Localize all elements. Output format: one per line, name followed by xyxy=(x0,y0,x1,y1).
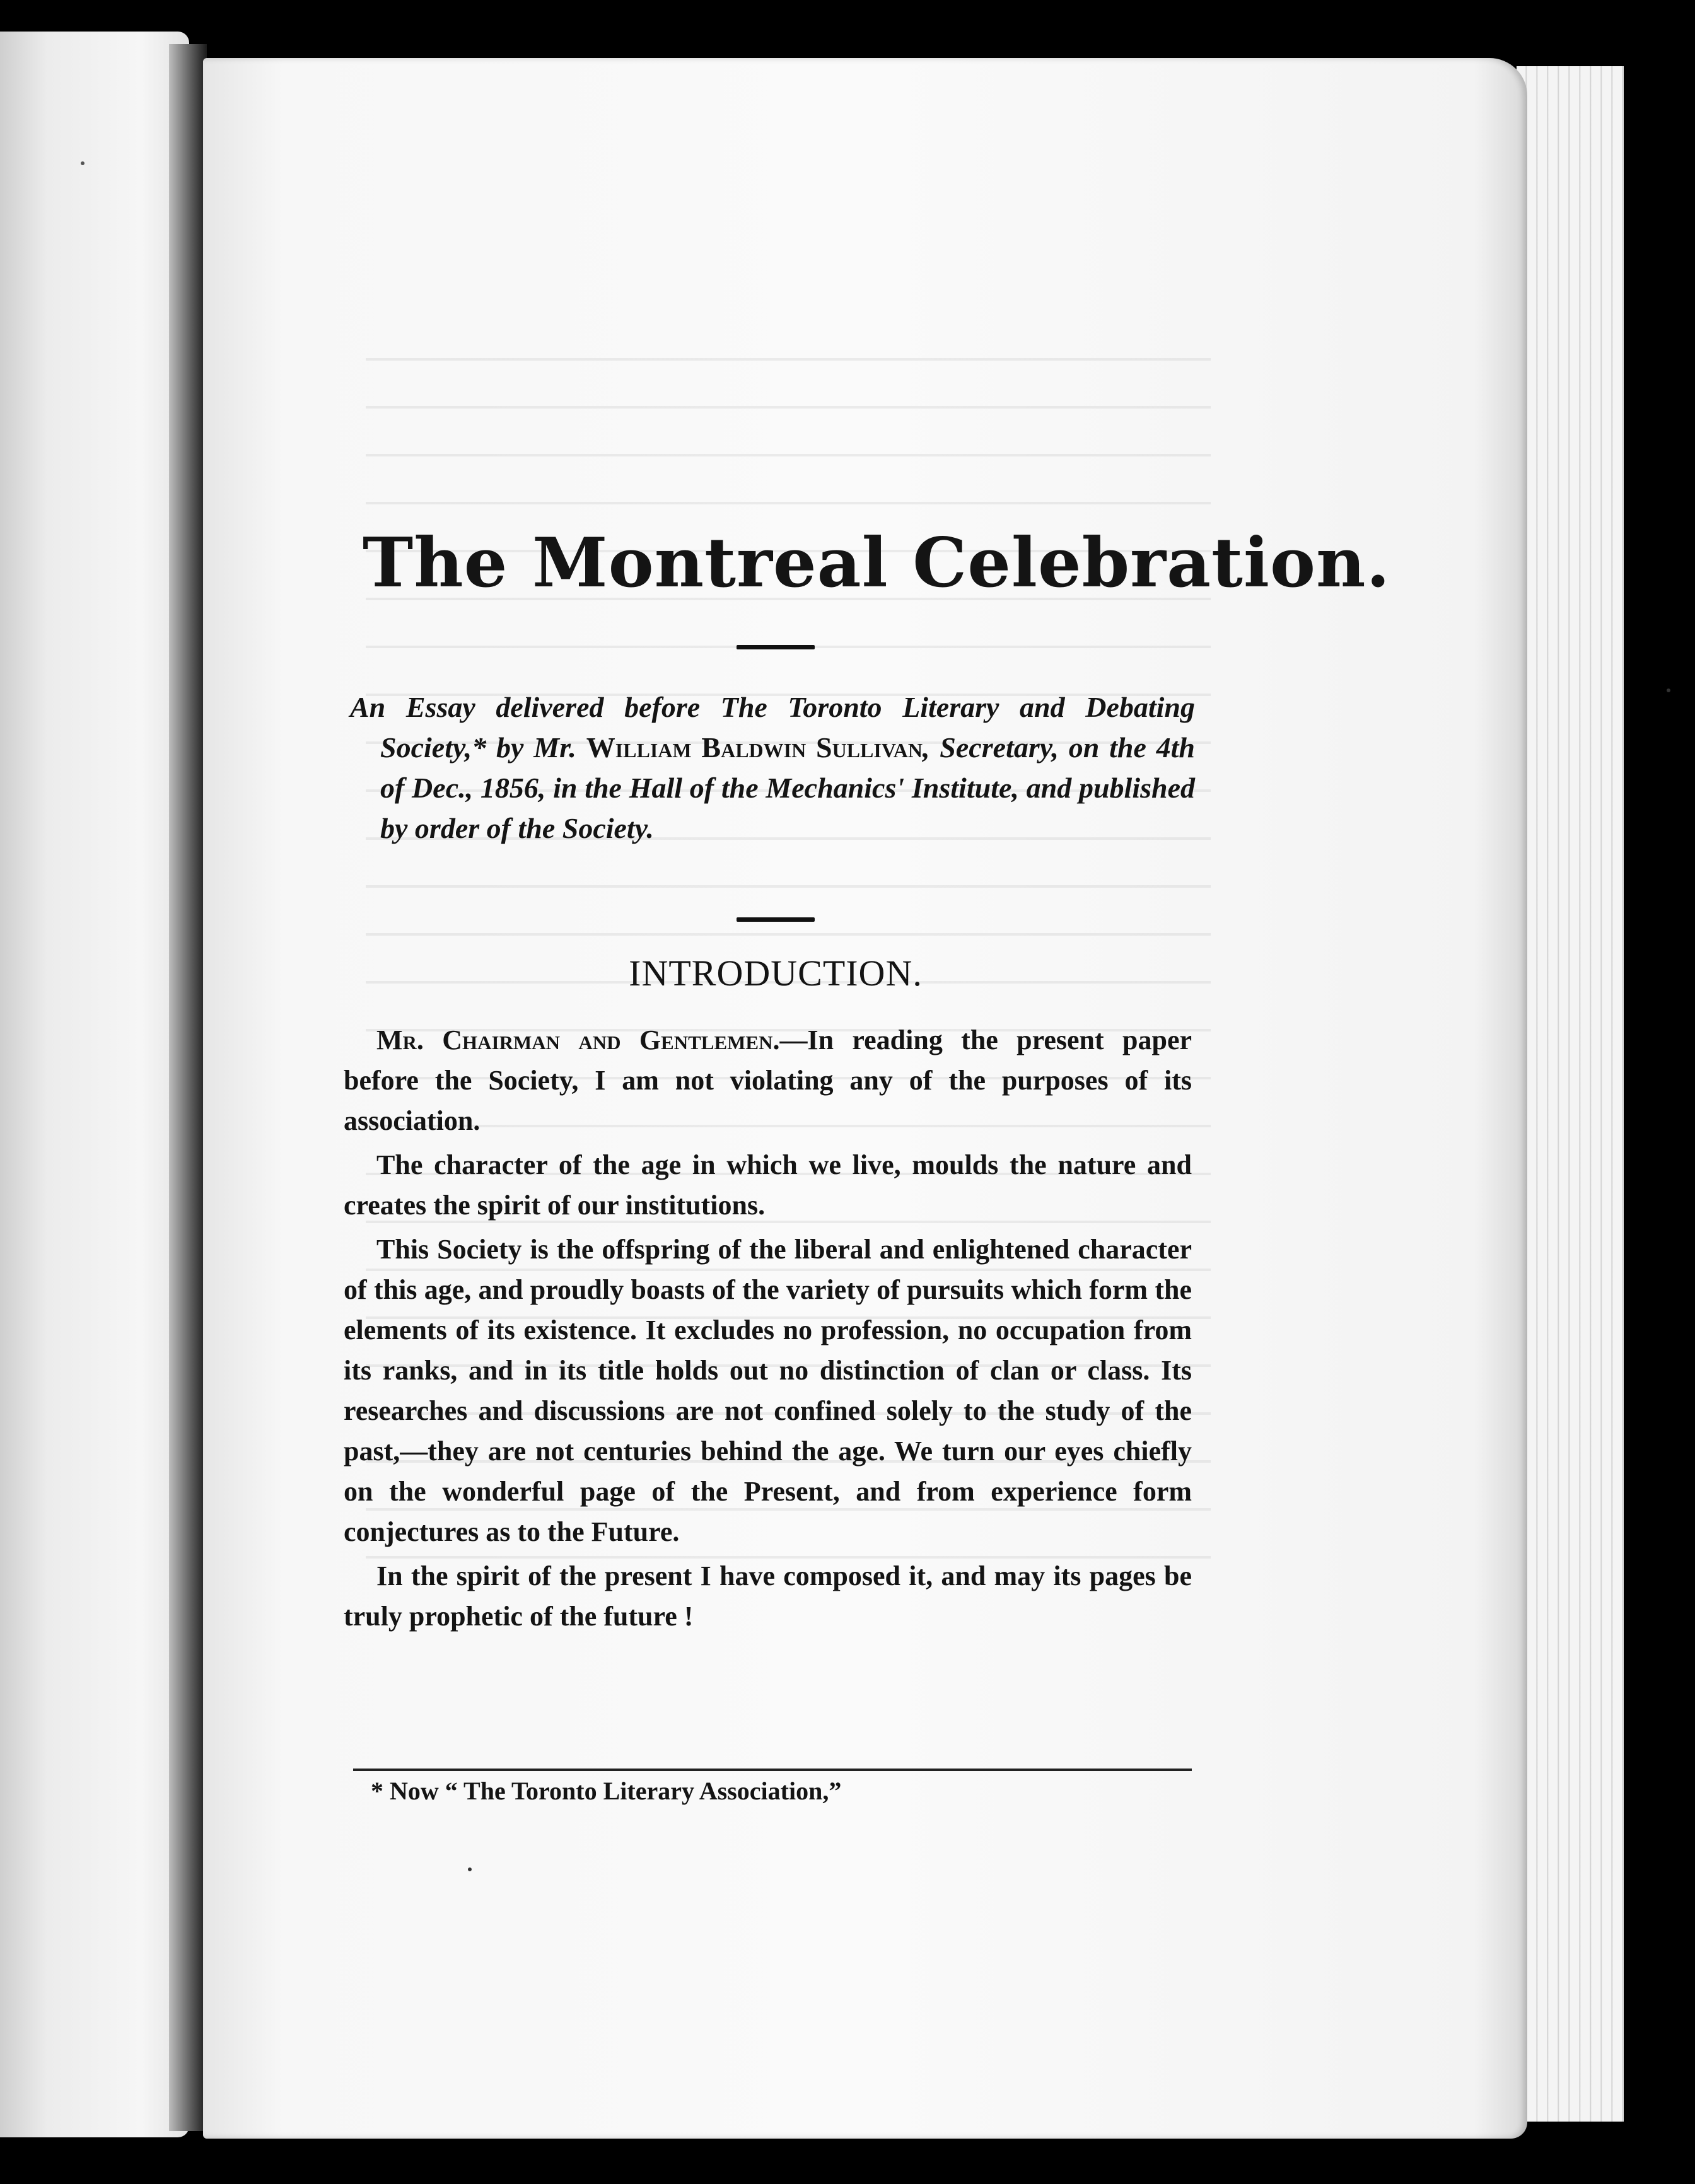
section-rule xyxy=(737,917,815,922)
paragraph xyxy=(344,1020,1192,1141)
paragraph: This Society is the offspring of the liberal and enlightened character of this age, and proudly boasts of the variety of pursuits which form the elements of its existence. It excludes no profession, no occupation from its ranks, and in its title holds out no distinction of clan or class. Its researches and discussions are not confined solely to the study of the past,—they are not centuries behind the age. We turn our eyes chiefly on the wonderful page of the Present, and from experience form conjectures as to the Future. xyxy=(344,1234,1192,1547)
paragraph: In the spirit of the present I have composed it, and may its pages be truly prophetic of the future ! xyxy=(344,1560,1192,1632)
description-part-2: , Secretary, on the 4th of Dec., 1856, in the Hall of the Mechanics' Institute, and published by order of the Society. xyxy=(380,731,1196,844)
book-gutter xyxy=(169,44,207,2131)
description-part-1: An Essay delivered before The Toronto Literary and Debating Society,* by Mr. xyxy=(350,691,1195,764)
title-rule xyxy=(737,645,815,649)
section-heading: INTRODUCTION. xyxy=(629,953,923,994)
paragraph: The character of the age in which we live, moulds the nature and creates the spirit of our institutions. xyxy=(344,1149,1192,1221)
essay-description xyxy=(350,687,1195,849)
dust-speck xyxy=(468,1867,472,1871)
page-title: The Montreal Celebration. xyxy=(362,523,1391,603)
facing-page-edge xyxy=(0,32,189,2137)
body-text xyxy=(344,1020,1192,1641)
author-name: William Baldwin Sullivan xyxy=(586,731,923,764)
footnote-rule xyxy=(353,1769,1192,1771)
dust-speck xyxy=(81,161,84,165)
paragraph-text: —In reading the present paper before the Society, I am not violating any of the purposes of its association. xyxy=(344,1025,1192,1136)
page-stack-edges xyxy=(1517,66,1624,2122)
footnote: * Now “ The Toronto Literary Association,” xyxy=(371,1777,842,1805)
salutation: Mr. Chairman and Gentlemen. xyxy=(376,1025,780,1055)
dust-speck xyxy=(1667,688,1670,692)
